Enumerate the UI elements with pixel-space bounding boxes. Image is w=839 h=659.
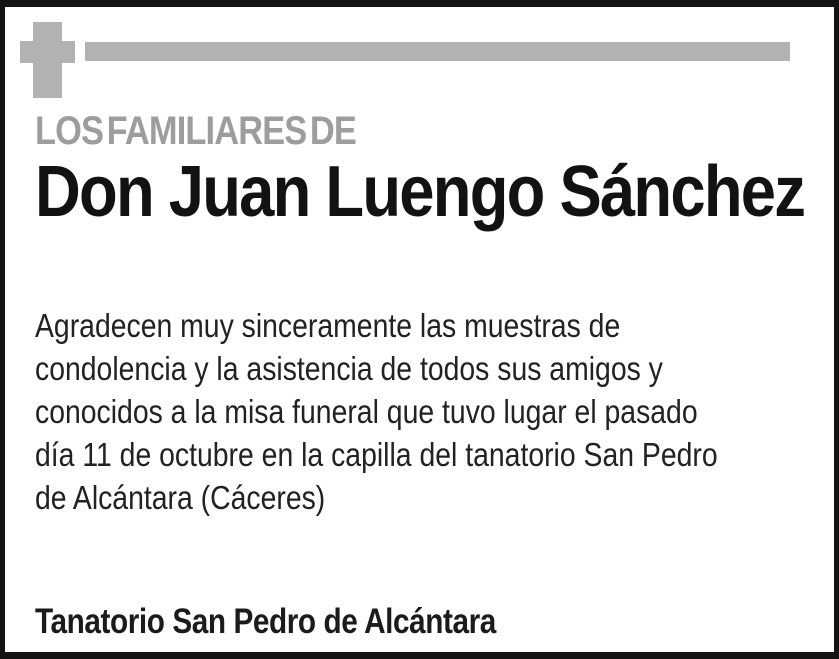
deceased-name: Don Juan Luengo Sánchez [35,152,805,232]
body-line-2: condolencia y la asistencia de todos sus amigos y [35,350,663,387]
header-rule-bar [85,42,790,61]
cross-horizontal-bar [20,41,75,63]
body-line-5: de Alcántara (Cáceres) [35,479,326,516]
footer-venue: Tanatorio San Pedro de Alcántara [35,602,496,641]
body-line-3: conocidos a la misa funeral que tuvo lugar el pasado [35,393,698,430]
body-line-4: día 11 de octubre en la capilla del tanatorio San Pedro [35,436,718,473]
kicker-text: LOS FAMILIARES DE [35,109,356,153]
body-line-1: Agradecen muy sinceramente las muestras de [35,307,621,344]
cross-icon [20,22,75,98]
body-paragraph [35,304,718,519]
